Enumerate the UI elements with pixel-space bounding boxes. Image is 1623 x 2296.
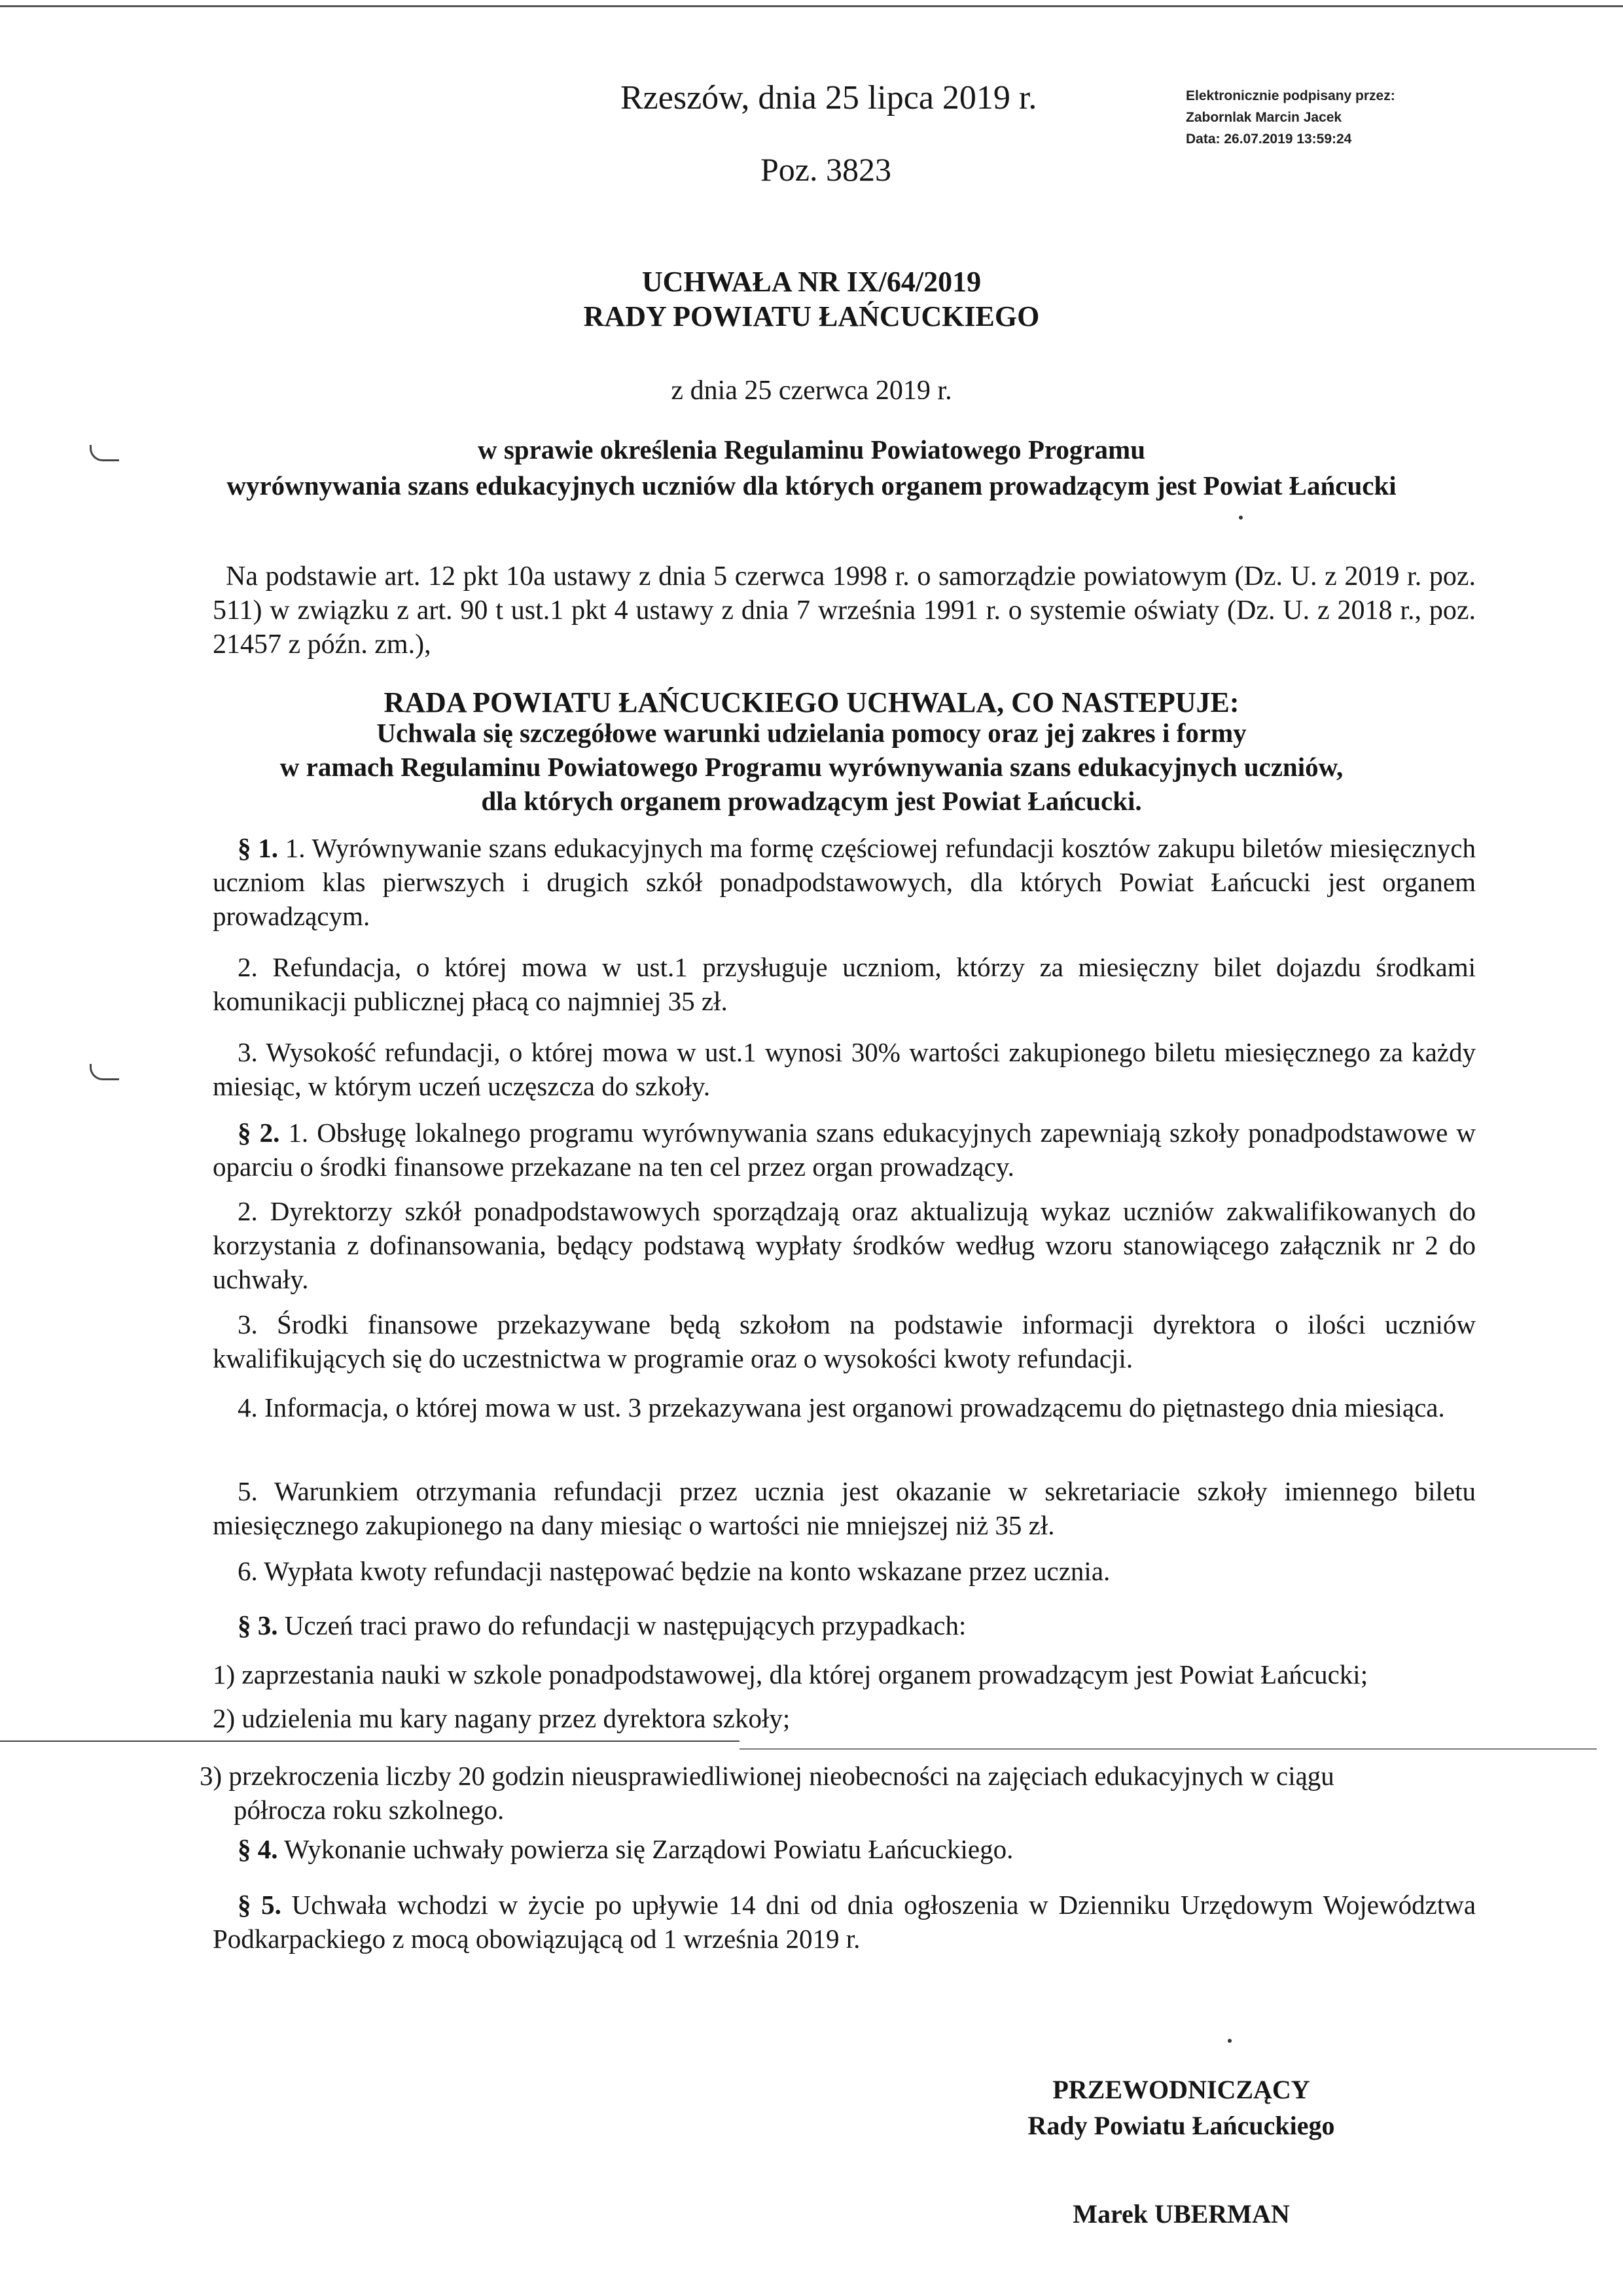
scan-speck — [1239, 516, 1243, 520]
section-5-mark: § 5. — [238, 1890, 281, 1920]
section-1-paragraph-2: 2. Refundacja, o której mowa w ust.1 przysługuje uczniom, którzy za miesięczny bilet dojazdu środkami komunikacji publicznej płacą co najmniej 35 zł. — [213, 952, 1476, 1016]
section-3-item-2: 2) udzielenia mu kary nagany przez dyrektora szkoły; — [213, 1703, 791, 1733]
scan-speck — [1228, 2039, 1232, 2043]
section-2-paragraph-3: 3. Środki finansowe przekazywane będą szkołom na podstawie informacji dyrektora o ilości uczniów kwalifikujących się do uczestnictwa w programie oraz o wysokości kwoty refundacji. — [213, 1309, 1476, 1373]
electronic-signature-stamp — [1186, 85, 1395, 150]
scan-artifact-line — [0, 1740, 740, 1742]
section-1-paragraph-3: 3. Wysokość refundacji, o której mowa w ust.1 wynosi 30% wartości zakupionego biletu miesięcznego za każdy miesiąc, w którym uczeń uczęszcza do szkoły. — [213, 1037, 1476, 1101]
resolution-line-3: w ramach Regulaminu Powiatowego Programu wyrównywania szans edukacyjnych uczniów, — [279, 752, 1344, 782]
section-2-paragraph-1 — [213, 1116, 1476, 1184]
section-1-paragraph-1-text: 1. Wyrównywanie szans edukacyjnych ma formę częściowej refundacji kosztów zakupu biletów miesięcznych uczniom klas pierwszych i drugich szkół ponadpodstawowych, dla których Powiat Łańcucki jest organem prowadzącym. — [213, 833, 1476, 931]
section-4-text: Wykonanie uchwały powierza się Zarządowi Powiatu Łańcuckiego. — [284, 1834, 1014, 1864]
section-2-mark: § 2. — [238, 1118, 280, 1148]
section-1-paragraph-1 — [213, 831, 1476, 933]
section-3-item-3 — [200, 1759, 1463, 1827]
section-3-item-1: 1) zaprzestania nauki w szkole ponadpodstawowej, dla której organem prowadzącym jest Powiat Łańcucki; — [213, 1659, 1368, 1689]
section-3-mark: § 3. — [238, 1610, 278, 1640]
chairman-title: PRZEWODNICZĄCY — [1052, 2075, 1310, 2104]
signature-signer: Zabornlak Marcin Jacek — [1186, 110, 1342, 125]
scan-edge-line — [0, 5, 1623, 7]
council-name: RADY POWIATU ŁAŃCUCKIEGO — [583, 300, 1040, 332]
section-5 — [213, 1888, 1476, 1956]
section-2-paragraph-1-text: 1. Obsługę lokalnego programu wyrównywania szans edukacyjnych zapewniają szkoły ponadpodstawowe w oparciu o środki finansowe przekazane na ten cel przez organ prowadzący. — [213, 1118, 1476, 1182]
subject-line-1: w sprawie określenia Regulaminu Powiatowego Programu — [477, 434, 1145, 465]
resolution-date: z dnia 25 czerwca 2019 r. — [671, 376, 952, 406]
section-3-item-3-line-2: półrocza roku szkolnego. — [234, 1795, 505, 1825]
margin-hook-mark — [90, 1064, 119, 1080]
scan-artifact-line — [740, 1748, 1597, 1750]
signature-date: Data: 26.07.2019 13:59:24 — [1186, 132, 1352, 147]
section-1-mark: § 1. — [238, 833, 278, 863]
signature-label: Elektronicznie podpisany przez: — [1186, 88, 1395, 103]
legal-basis: Na podstawie art. 12 pkt 10a ustawy z dnia 5 czerwca 1998 r. o samorządzie powiatowym (Dz. U. z 2019 r. poz. 511) w związku z art. 90 t ust.1 pkt 4 ustawy z dnia 7 września 1991 r. o systemie oświaty (Dz. U. z 2018 r., poz. 21457 z późn. zm.), — [213, 561, 1476, 660]
section-4-mark: § 4. — [238, 1834, 278, 1864]
section-2-paragraph-5: 5. Warunkiem otrzymania refundacji przez ucznia jest okazanie w sekretariacie szkoły imiennego biletu miesięcznego zakupionego na dany miesiąc o wartości nie mniejszej niż 35 zł. — [213, 1476, 1476, 1540]
section-4 — [213, 1832, 1476, 1866]
section-2-paragraph-6: 6. Wypłata kwoty refundacji następować będzie na konto wskazane przez ucznia. — [238, 1556, 1111, 1586]
resolution-line-2: Uchwala się szczegółowe warunki udzielania pomocy oraz jej zakres i formy — [376, 718, 1247, 748]
section-2-paragraph-4: 4. Informacja, o której mowa w ust. 3 przekazywana jest organowi prowadzącemu do piętnastego dnia miesiąca. — [238, 1392, 1445, 1422]
resolution-number: UCHWAŁA NR IX/64/2019 — [641, 266, 982, 298]
section-5-text: Uchwała wchodzi w życie po upływie 14 dni od dnia ogłoszenia w Dzienniku Urzędowym Województwa Podkarpackiego z mocą obowiązującą od 1 września 2019 r. — [213, 1890, 1476, 1954]
chairman-body: Rady Powiatu Łańcuckiego — [1027, 2111, 1335, 2140]
subject-line-2: wyrównywania szans edukacyjnych uczniów dla których organem prowadzącym jest Powiat Łańcucki — [226, 470, 1397, 501]
place-date: Rzeszów, dnia 25 lipca 2019 r. — [620, 79, 1037, 116]
section-3-item-3-line-1: 3) przekroczenia liczby 20 godzin nieusprawiedliwionej nieobecności na zajęciach edukacyjnych w ciągu — [200, 1761, 1334, 1791]
resolution-heading: RADA POWIATU ŁAŃCUCKIEGO UCHWALA, CO NASTEPUJE: — [383, 686, 1240, 718]
position-number: Poz. 3823 — [760, 151, 891, 188]
section-2-paragraph-2: 2. Dyrektorzy szkół ponadpodstawowych sporządzają oraz aktualizują wykaz uczniów zakwalifikowanych do korzystania z dofinansowania, będący podstawą wypłaty środków według wzoru stanowiącego załącznik nr 2 do uchwały. — [213, 1196, 1476, 1294]
chairman-name: Marek UBERMAN — [1073, 2199, 1290, 2229]
section-3-intro-text: Uczeń traci prawo do refundacji w następujących przypadkach: — [284, 1610, 967, 1640]
resolution-line-4: dla których organem prowadzącym jest Powiat Łańcucki. — [481, 786, 1142, 816]
section-3-intro — [213, 1608, 1476, 1642]
